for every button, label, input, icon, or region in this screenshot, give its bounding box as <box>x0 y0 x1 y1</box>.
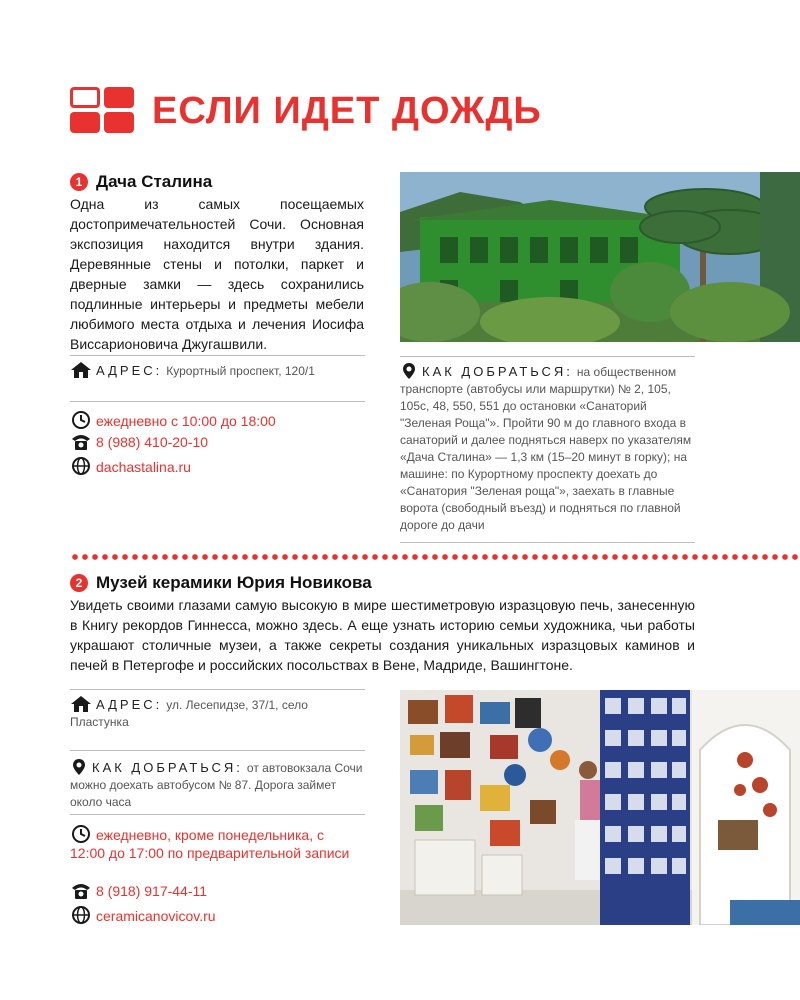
website-row <box>70 905 216 925</box>
phone-row <box>70 882 207 900</box>
phone-icon <box>70 433 92 451</box>
section-description: Увидеть своими глазами самую высокую в мире шестиметровую изразцовую печь, занесенную в Книгу рекордов Гиннесса, можно здесь. А еще узнать историю семьи художника, чьи работы украшают столичные музеи, а также секреты создания уникальных изразцовых каминов и печей в Петергофе и российских посольствах в Вене, Мадриде, Вашингтоне. <box>70 597 695 673</box>
section-number: 2 <box>70 574 88 592</box>
globe-icon <box>70 456 92 476</box>
divider <box>70 355 365 356</box>
section-description: Одна из самых посещаемых достопримечательностей Сочи. Основная экспозиция находится внутри здания. Деревянные стены и потолки, паркет и дверные замки — здесь сохранились подлинные интерьеры и предметы мебели любимого места отдыха и лечения Иосифа Виссарионовича Джугашвили. <box>70 196 364 352</box>
divider <box>70 401 365 402</box>
website-row <box>70 456 191 476</box>
hours-row <box>70 410 276 430</box>
divider <box>70 689 365 690</box>
address-block <box>70 695 365 731</box>
directions-label: КАК ДОБРАТЬСЯ: <box>92 760 243 775</box>
directions-block <box>400 362 692 534</box>
clock-icon <box>70 824 92 844</box>
hours-text: ежедневно с 10:00 до 18:00 <box>96 413 276 429</box>
address-label: АДРЕС: <box>96 363 163 378</box>
divider <box>400 542 695 543</box>
address-text: ул. Лесепидзе, 37/1, село Пластунка <box>70 698 308 729</box>
phone-icon <box>70 882 92 900</box>
home-icon <box>70 695 92 713</box>
phone-text[interactable]: 8 (918) 917-44-11 <box>96 883 208 899</box>
phone-text[interactable]: 8 (988) 410-20-10 <box>96 434 209 450</box>
directions-text: от автовокзала Сочи можно доехать автобусом № 87. Дорога займет около часа <box>70 761 363 809</box>
globe-icon <box>70 905 92 925</box>
dotted-separator <box>70 554 800 560</box>
home-icon <box>70 361 92 379</box>
divider <box>70 814 365 815</box>
section-title: Дача Сталина <box>96 172 213 191</box>
website-link[interactable]: ceramicanovicov.ru <box>96 908 216 924</box>
divider <box>400 356 695 357</box>
directions-block <box>70 758 365 811</box>
address-text: Курортный проспект, 120/1 <box>166 364 315 378</box>
divider <box>70 750 365 751</box>
address-label: АДРЕС: <box>96 697 163 712</box>
directions-label: КАК ДОБРАТЬСЯ: <box>422 364 573 379</box>
location-pin-icon <box>70 758 88 776</box>
directions-text: на общественном транспорте (автобусы или маршрутки) № 2, 105, 105с, 48, 550, 551 до остановки «Санаторий "Зеленая Роща"». Пройти 90 м до главного входа в санаторий и далее подняться наверх по указателям «Дача Сталина» — 1,3 км (15–20 минут в горку); на машине: по Курортному проспекту доехать до «Санатория "Зеленая роща"», заехать в главные ворота (свободный въезд) и подняться по главной дороге до дачи <box>400 365 692 532</box>
section-number: 1 <box>70 173 88 191</box>
website-link[interactable]: dachastalina.ru <box>96 459 191 475</box>
ceramics-museum-photo <box>400 690 800 925</box>
section-title: Музей керамики Юрия Новикова <box>96 573 372 592</box>
phone-row <box>70 433 208 451</box>
page-title: ЕСЛИ ИДЕТ ДОЖДЬ <box>152 90 542 132</box>
clock-icon <box>70 410 92 430</box>
logo-squares-icon <box>70 87 134 135</box>
location-pin-icon <box>400 362 418 380</box>
address-block <box>70 361 365 380</box>
dacha-photo <box>400 172 800 342</box>
hours-row <box>70 824 355 862</box>
hours-text: ежедневно, кроме понедельника, с 12:00 до 17:00 по предварительной записи <box>70 827 350 861</box>
